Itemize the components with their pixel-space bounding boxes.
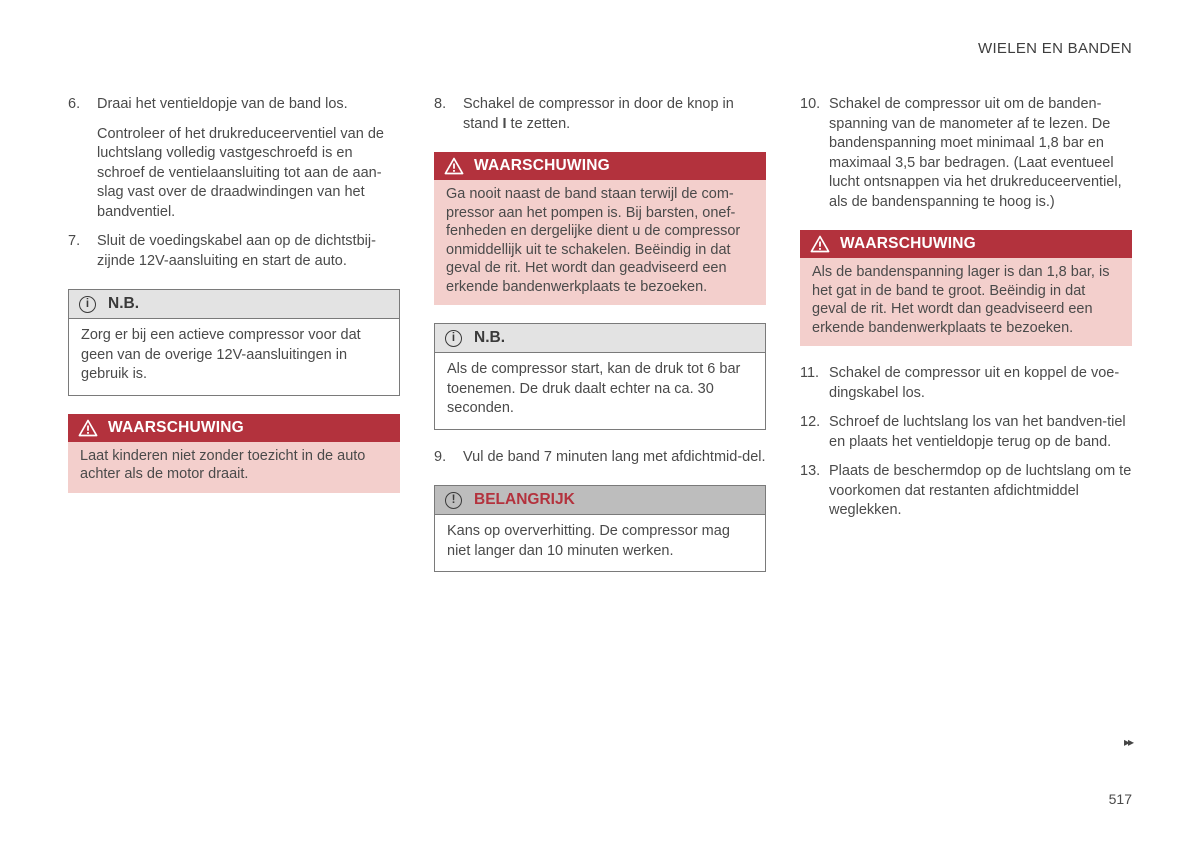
note-title: N.B. bbox=[474, 329, 505, 346]
important-text: Kans op oververhitting. De compressor mag niet langer dan 10 minuten werken. bbox=[447, 523, 730, 559]
warning-title: WAARSCHUWING bbox=[108, 418, 244, 436]
switch-position-symbol: I bbox=[502, 115, 507, 132]
step-text: Draai het ventieldopje van de band los. bbox=[97, 96, 348, 112]
step-text: Plaats de beschermdop op de luchtslang om te voorkomen dat restanten afdichtmiddel weglekken. bbox=[829, 463, 1132, 518]
section-title: WIELEN EN BANDEN bbox=[978, 40, 1132, 57]
warning-title: WAARSCHUWING bbox=[474, 157, 610, 174]
step-number: 6. bbox=[68, 96, 81, 112]
warning-box bbox=[800, 230, 1132, 346]
info-circle-icon: i bbox=[445, 330, 462, 347]
exclamation-circle-icon: ! bbox=[445, 492, 462, 509]
warning-title: WAARSCHUWING bbox=[840, 235, 976, 252]
warning-triangle-icon bbox=[78, 419, 98, 437]
warning-triangle-icon bbox=[444, 157, 464, 175]
note-title: N.B. bbox=[108, 295, 139, 312]
step-text: Schakel de compressor uit en koppel de voe-dingskabel los. bbox=[829, 365, 1120, 401]
warning-header bbox=[68, 414, 400, 442]
step-number: 8. bbox=[434, 96, 447, 112]
important-header bbox=[435, 486, 765, 515]
step-text: Schakel de compressor uit om de banden-spanning van de manometer af te lezen. De bandenspanning moet minimaal 1,8 bar en maximaal 3,5 bar bedragen. (Laat eventueel lucht ontsnappen via het drukreduceerventiel, als de bandenspanning te hoog is.) bbox=[829, 96, 1122, 210]
step-text: Schroef de luchtslang los van het bandven-tiel en plaats het ventieldopje terug op de band. bbox=[829, 414, 1126, 450]
warning-text: Ga nooit naast de band staan terwijl de com-pressor aan het pompen is. Bij barsten, onef-fenheden en dergelijke dient u de compressor onmiddellijk uit te schakelen. Beëindig in dat geval de rit. Het wordt dan geadviseerd een erkende bandenwerkplaats te bezoeken. bbox=[434, 180, 766, 305]
note-header bbox=[69, 290, 399, 319]
step-text bbox=[463, 95, 766, 134]
step-7 bbox=[68, 232, 400, 271]
step-text: Vul de band 7 minuten lang met afdichtmid-del. bbox=[463, 448, 766, 465]
continue-arrows-icon: ▸▸ bbox=[1123, 735, 1132, 749]
warning-box bbox=[68, 414, 400, 493]
step-13 bbox=[800, 462, 1132, 521]
step-text-part: te zetten. bbox=[506, 115, 571, 132]
important-title: BELANGRIJK bbox=[474, 491, 575, 508]
step-text: Sluit de voedingskabel aan op de dichtstbij-zijnde 12V-aansluiting en start de auto. bbox=[97, 233, 376, 269]
column-1 bbox=[68, 95, 400, 511]
warning-box bbox=[434, 152, 766, 305]
note-text: Zorg er bij een actieve compressor voor dat geen van de overige 12V-aansluitingen in gebruik is. bbox=[81, 327, 361, 382]
warning-header bbox=[434, 152, 766, 180]
note-text: Als de compressor start, kan de druk tot 6 bar toenemen. De druk daalt echter na ca. 30 seconden. bbox=[447, 361, 741, 416]
step-6 bbox=[68, 95, 400, 115]
note-box bbox=[68, 289, 400, 396]
column-3 bbox=[800, 95, 1132, 531]
step-number: 11. bbox=[800, 365, 820, 381]
step-number: 12. bbox=[800, 414, 821, 430]
page-number: 517 bbox=[1108, 791, 1132, 807]
warning-text: Laat kinderen niet zonder toezicht in de auto achter als de motor draait. bbox=[68, 442, 400, 493]
important-box bbox=[434, 485, 766, 572]
step-number: 10. bbox=[800, 96, 821, 112]
info-circle-icon: i bbox=[79, 296, 96, 313]
step-number: 13. bbox=[800, 463, 821, 479]
step-11 bbox=[800, 364, 1132, 403]
step-number: 9. bbox=[434, 448, 447, 465]
step-text-part: Schakel de compressor in door de knop in stand bbox=[463, 96, 734, 132]
step-number: 7. bbox=[68, 233, 81, 249]
note-header bbox=[435, 324, 765, 353]
step-6-paragraph: Controleer of het drukreduceerventiel van de luchtslang volledig vastgeschroefd is en schroef de ventielaansluiting tot aan de aan-slag vast over de draadwindingen van het bandventiel. bbox=[97, 125, 384, 220]
step-12 bbox=[800, 413, 1132, 452]
note-box bbox=[434, 323, 766, 430]
step-8 bbox=[434, 95, 766, 134]
step-10 bbox=[800, 95, 1132, 212]
warning-text: Als de bandenspanning lager is dan 1,8 bar, is het gat in de band te groot. Beëindig in dat geval de rit. Het wordt dan geadviseerd een erkende bandenwerkplaats te bezoeken. bbox=[800, 258, 1132, 346]
step-9 bbox=[434, 448, 766, 468]
column-2 bbox=[434, 95, 766, 590]
warning-header bbox=[800, 230, 1132, 258]
warning-triangle-icon bbox=[810, 235, 830, 253]
